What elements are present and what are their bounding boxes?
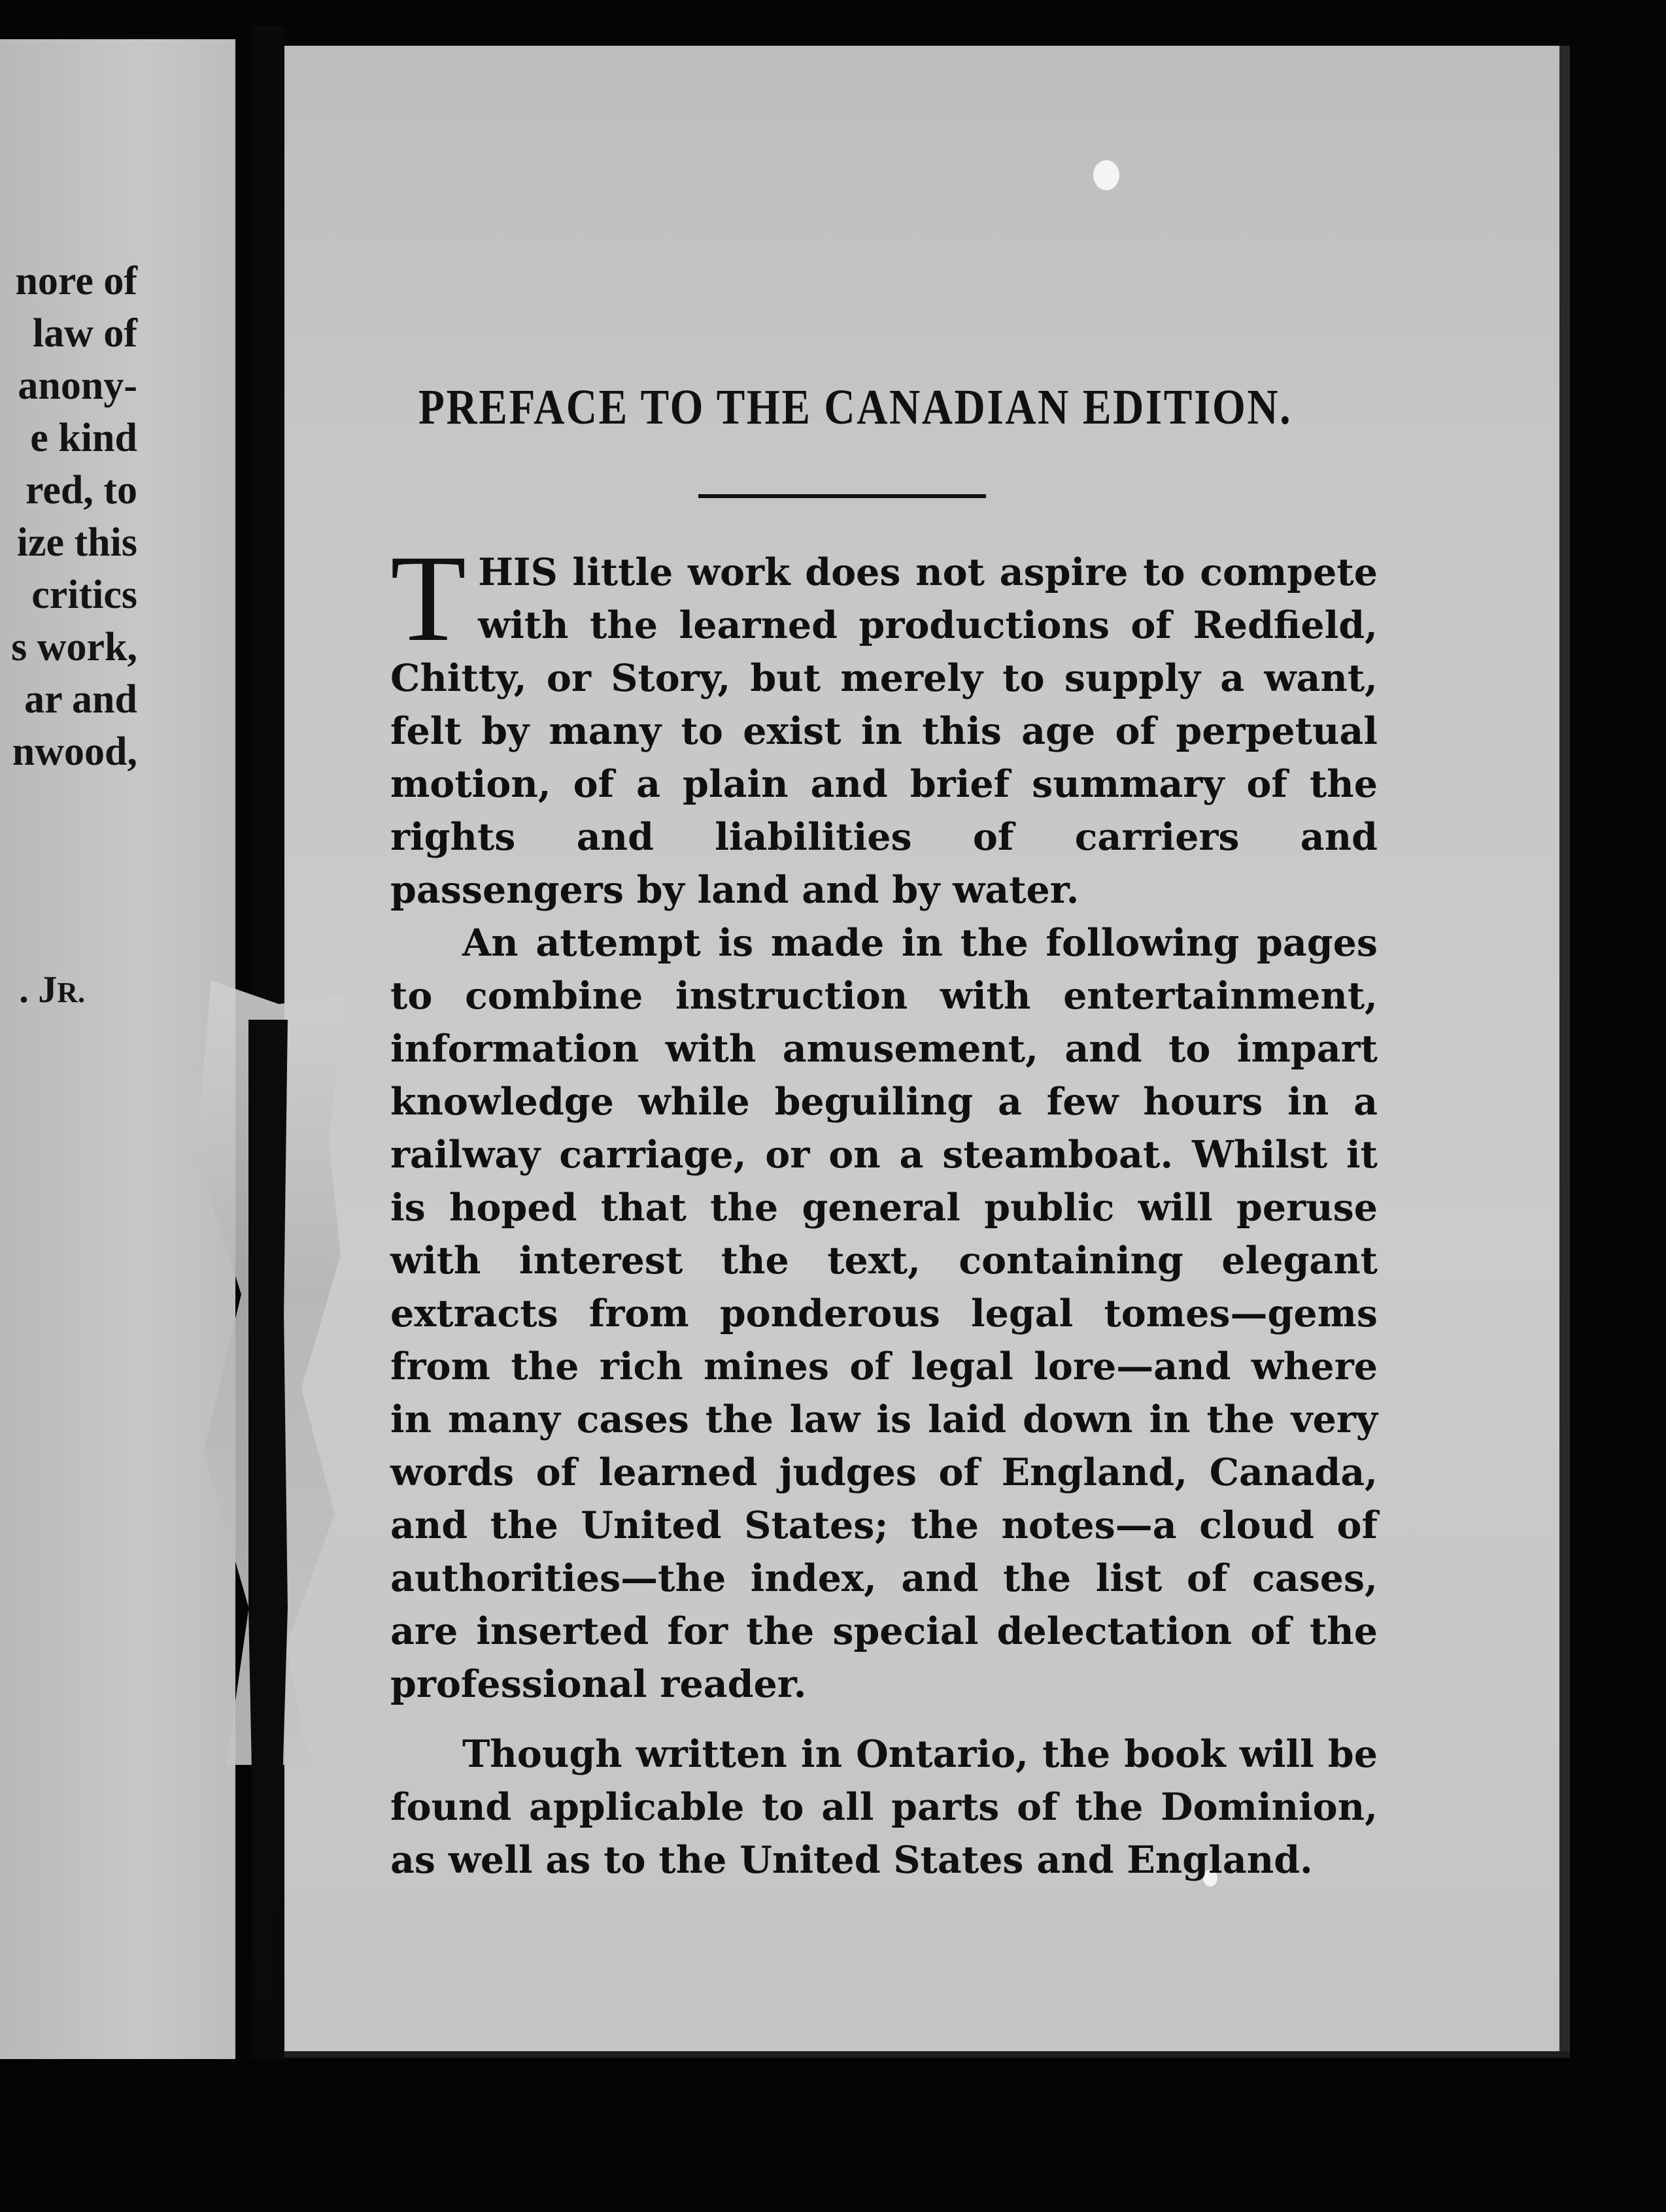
left-page-text bbox=[11, 255, 137, 778]
paragraph-1 bbox=[390, 530, 1378, 916]
page-title: PREFACE TO THE CANADIAN EDITION. bbox=[418, 380, 1293, 435]
left-line: critics bbox=[31, 573, 137, 617]
left-line: law of bbox=[32, 311, 137, 356]
left-line: nwood, bbox=[12, 729, 137, 774]
left-line: s work, bbox=[11, 625, 137, 669]
page-bottom-shadow bbox=[284, 2051, 1570, 2058]
left-line: nore of bbox=[15, 259, 137, 303]
left-line: e kind bbox=[30, 416, 137, 460]
left-line: anony- bbox=[18, 363, 137, 408]
left-page-fragment bbox=[0, 39, 235, 2059]
paper-speck bbox=[1093, 160, 1119, 190]
paragraph-2 bbox=[390, 916, 1378, 1711]
paragraph-text: An attempt is made in the following pages to combine instruction with entertainment, information with amusement, and to impart knowledge while beguiling a few hours in a railway carriage, or on a steamboat. Whilst it is hoped that the general public will peruse with interest the text, containing elegant extracts from ponderous legal tomes—gems from the rich mines of legal lore—and where in many cases the law is laid down in the very words of learned judges of England, Canada, and the United States; the notes—a cloud of authorities—the index, and the list of cases, are inserted for the special delectation of the professional reader. bbox=[390, 921, 1378, 1706]
paragraph-text: HIS little work does not aspire to compete with the learned productions of Redfield, Chitty, or Story, but merely to supply a want, felt by many to exist in this age of perpetual motion, of a plain and brief summary of the rights and liabilities of carriers and passengers by land and by water. bbox=[390, 550, 1378, 912]
left-line: ize this bbox=[16, 520, 137, 565]
left-line: ar and bbox=[24, 677, 137, 722]
title-rule bbox=[698, 494, 986, 498]
left-page-signature bbox=[19, 967, 85, 1011]
left-line: red, to bbox=[25, 468, 137, 512]
signature-smallcaps: R. bbox=[57, 977, 85, 1009]
signature-prefix: . J bbox=[19, 968, 58, 1011]
page-edge-shadow bbox=[1559, 46, 1570, 2053]
preface-body bbox=[390, 530, 1378, 1886]
paragraph-text: Though written in Ontario, the book will be found applicable to all parts of the Dominion, as well as to the United States and England. bbox=[390, 1732, 1378, 1882]
drop-cap: T bbox=[390, 530, 467, 667]
paragraph-3 bbox=[390, 1728, 1378, 1886]
